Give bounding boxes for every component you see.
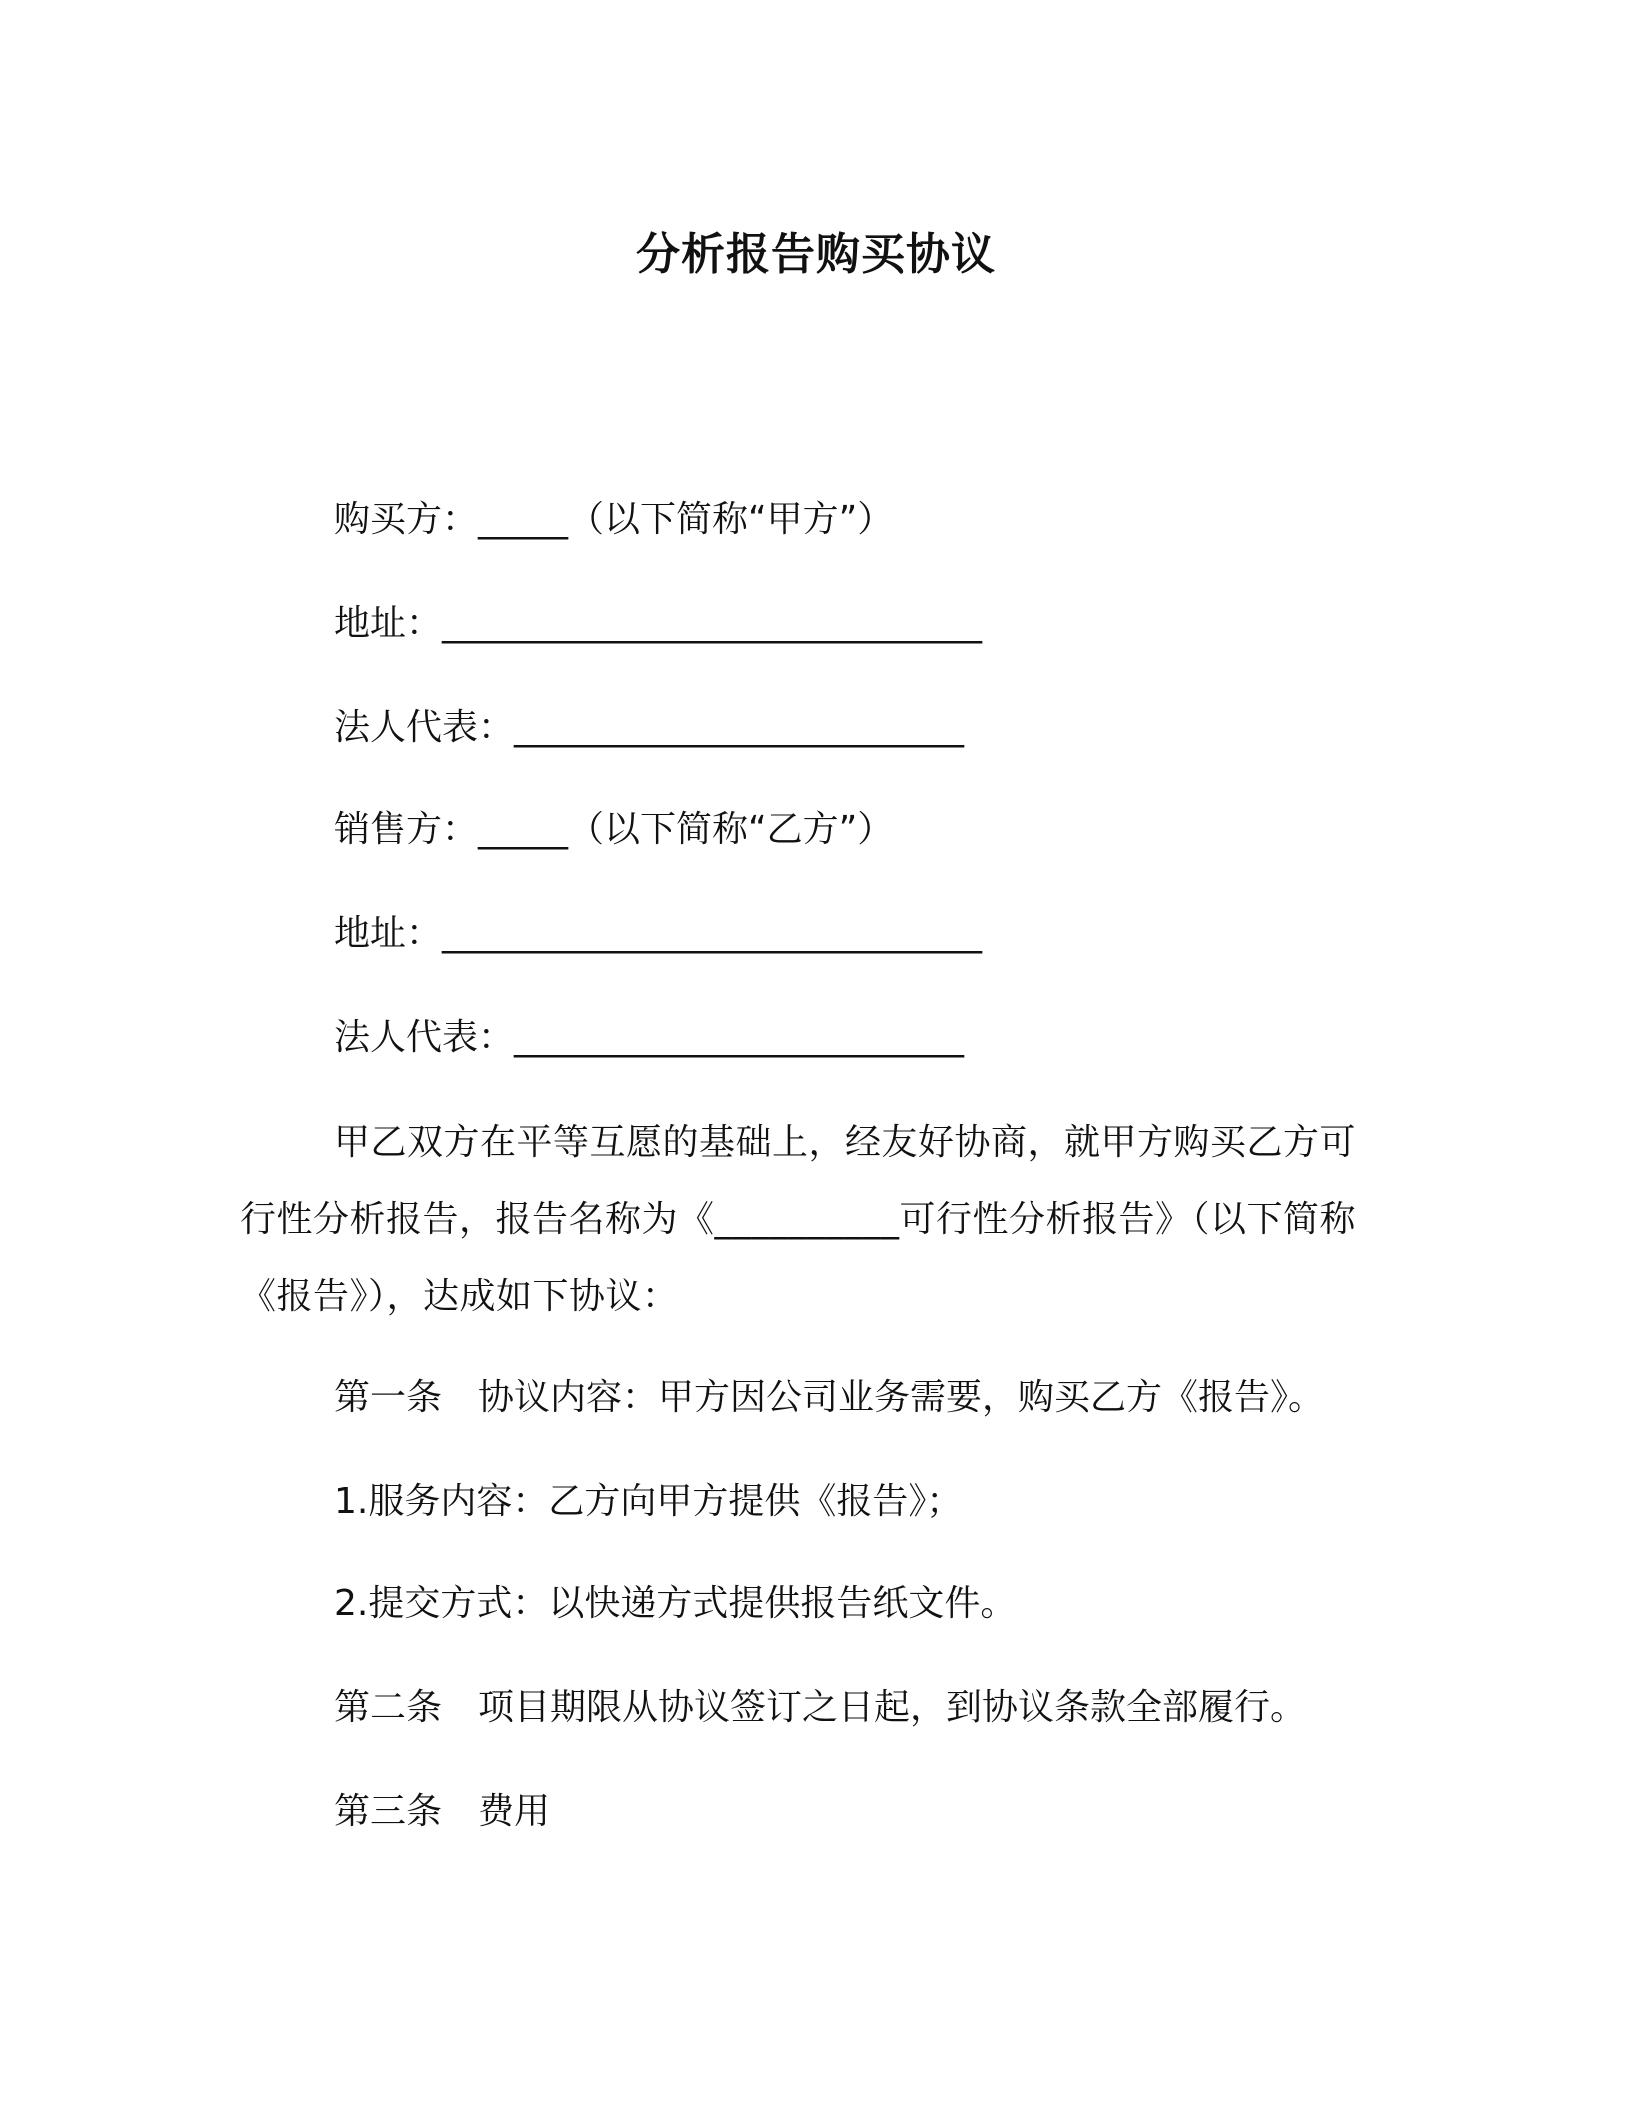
document-title: 分析报告购买协议 (636, 229, 996, 280)
clause-1-item-2: 2.提交方式：以快递方式提供报告纸文件。 (334, 1583, 1017, 1624)
buyer-line: 购买方：_____（以下简称“甲方”） (334, 499, 894, 540)
intro-paragraph: 甲乙双方在平等互愿的基础上，经友好协商，就甲方购买乙方可行性分析报告，报告名称为《__________可行性分析报告》（以下简称《报告》），达成如下协议： (240, 1122, 1357, 1317)
buyer-address-line: 地址：______________________________ (334, 603, 983, 644)
seller-line: 销售方：_____（以下简称“乙方”） (334, 809, 894, 850)
seller-address-line: 地址：______________________________ (334, 913, 983, 954)
clause-3: 第三条 费用 (334, 1791, 551, 1832)
seller-representative-line: 法人代表：_________________________ (334, 1017, 965, 1058)
clause-1-item-1: 1.服务内容：乙方向甲方提供《报告》； (334, 1481, 963, 1522)
clause-1: 第一条 协议内容：甲方因公司业务需要，购买乙方《报告》。 (334, 1377, 1325, 1418)
clause-2: 第二条 项目期限从协议签订之日起，到协议条款全部履行。 (334, 1687, 1307, 1728)
buyer-representative-line: 法人代表：_________________________ (334, 707, 965, 748)
